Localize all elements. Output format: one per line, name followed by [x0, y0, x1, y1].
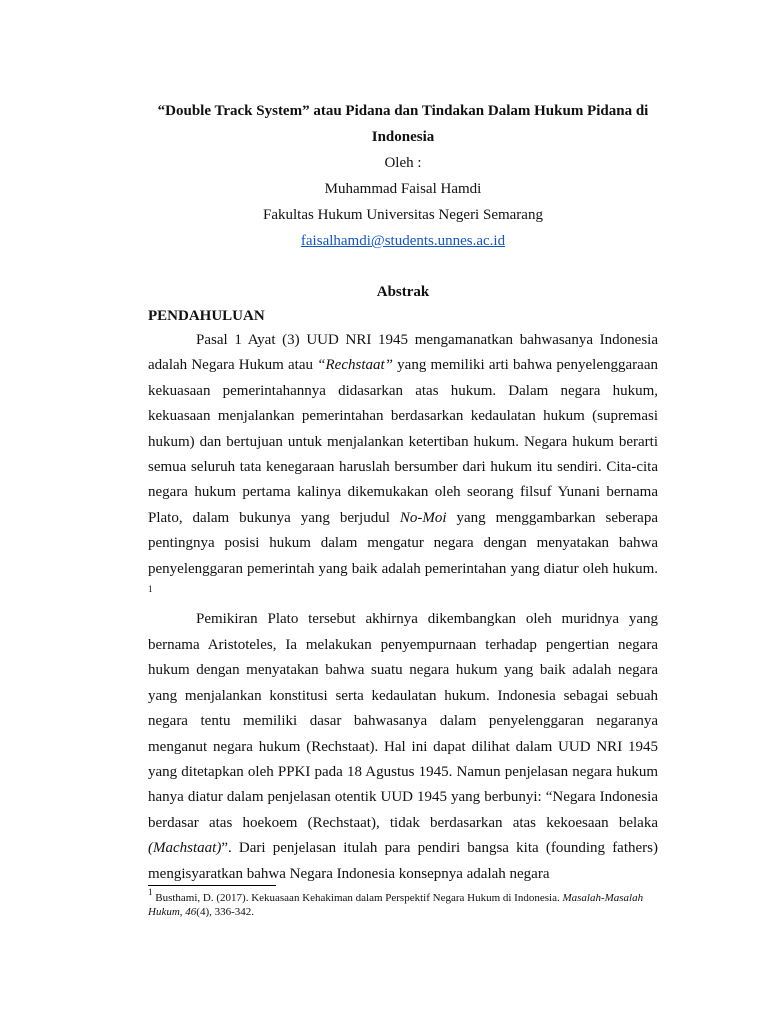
paper-title: “Double Track System” atau Pidana dan Tindakan Dalam Hukum Pidana di Indonesia: [157, 103, 649, 145]
section-heading: PENDAHULUAN: [148, 308, 265, 324]
paragraph-1-italic-title: No-Moi: [399, 509, 447, 526]
author-affiliation: Fakultas Hukum Universitas Negeri Semarang: [263, 207, 543, 223]
abstract-heading: Abstrak: [376, 284, 430, 300]
document-body: [148, 98, 658, 887]
footnote-text-b: (4), 336-342.: [196, 906, 255, 918]
by-label: Oleh :: [384, 155, 422, 171]
paragraph-2: [148, 607, 658, 886]
author-name: Muhammad Faisal Hamdi: [324, 181, 482, 197]
footnote-volume: 46: [185, 906, 197, 918]
footnote-number: 1: [148, 887, 153, 897]
paragraph-2-italic-term: (Machstaat): [148, 840, 222, 857]
paragraph-1-italic-term: “Rechstaat”: [317, 357, 393, 374]
paragraph-1-text-c: yang menggambarkan seberapa pentingnya posisi hukum dalam mengatur negara dengan menyatakan bahwa penyelenggaran pemerintah yang baik adalah pemerintahan yang diatur oleh hukum.: [148, 509, 658, 577]
title-block: [148, 98, 658, 254]
footnote-text-a: Busthami, D. (2017). Kekuasaan Kehakiman dalam Perspektif Negara Hukum di Indonesia.: [152, 892, 563, 904]
footnote-divider: [148, 885, 276, 886]
paragraph-1-text-a: Pasal 1 Ayat (3) UUD NRI 1945 mengamanatkan bahwasanya Indonesia adalah Negara Hukum atau: [148, 332, 658, 374]
author-email-link[interactable]: faisalhamdi@students.unnes.ac.id: [300, 233, 506, 249]
paragraph-1: [148, 328, 658, 607]
footnote-separator: ,: [179, 906, 186, 918]
footnote-reference[interactable]: 1: [148, 584, 153, 595]
footnote-journal: Masalah-Masalah Hukum: [148, 892, 644, 918]
paragraph-1-text-b: yang memiliki arti bahwa penyelenggaraan kekuasaan pemerintahannya didasarkan atas hukum. Dalam negara hukum, kekuasaan menjalankan pemerintahan berdasarkan kedaulatan hukum (supremasi hukum) dan bertujuan untuk menjalankan ketertiban hukum. Negara hukum berarti semua seluruh tata kenegaraan haruslah bersumber dari hukum itu sendiri. Cita-cita negara hukum pertama kalinya dikemukakan oleh seorang filsuf Yunani bernama Plato, dalam bukunya yang berjudul: [148, 357, 658, 526]
paragraph-2-text-b: ”. Dari penjelasan itulah para pendiri bangsa kita (founding fathers) mengisyaratkan bahwa Negara Indonesia konsepnya adalah negara: [148, 840, 658, 882]
paragraph-2-text-a: Pemikiran Plato tersebut akhirnya dikembangkan oleh muridnya yang bernama Aristoteles, Ia melakukan penyempurnaan terhadap pengertian negara hukum dengan menyatakan bahwa suatu negara hukum yang baik adalah negara yang menjalankan konstitusi serta kedaulatan hukum. Indonesia sebagai sebuah negara tentu memiliki dasar bahwasanya dalam penyelenggaran negaranya menganut negara hukum (Rechstaat). Hal ini dapat dilihat dalam UUD NRI 1945 yang ditetapkan oleh PPKI pada 18 Agustus 1945. Namun penjelasan negara hukum hanya diatur dalam penjelasan otentik UUD 1945 yang berbunyi: “Negara Indonesia berdasar atas hoekoem (Rechstaat), tidak berdasarkan atas kekoesaan belaka: [148, 611, 658, 831]
footnote: [148, 887, 668, 919]
